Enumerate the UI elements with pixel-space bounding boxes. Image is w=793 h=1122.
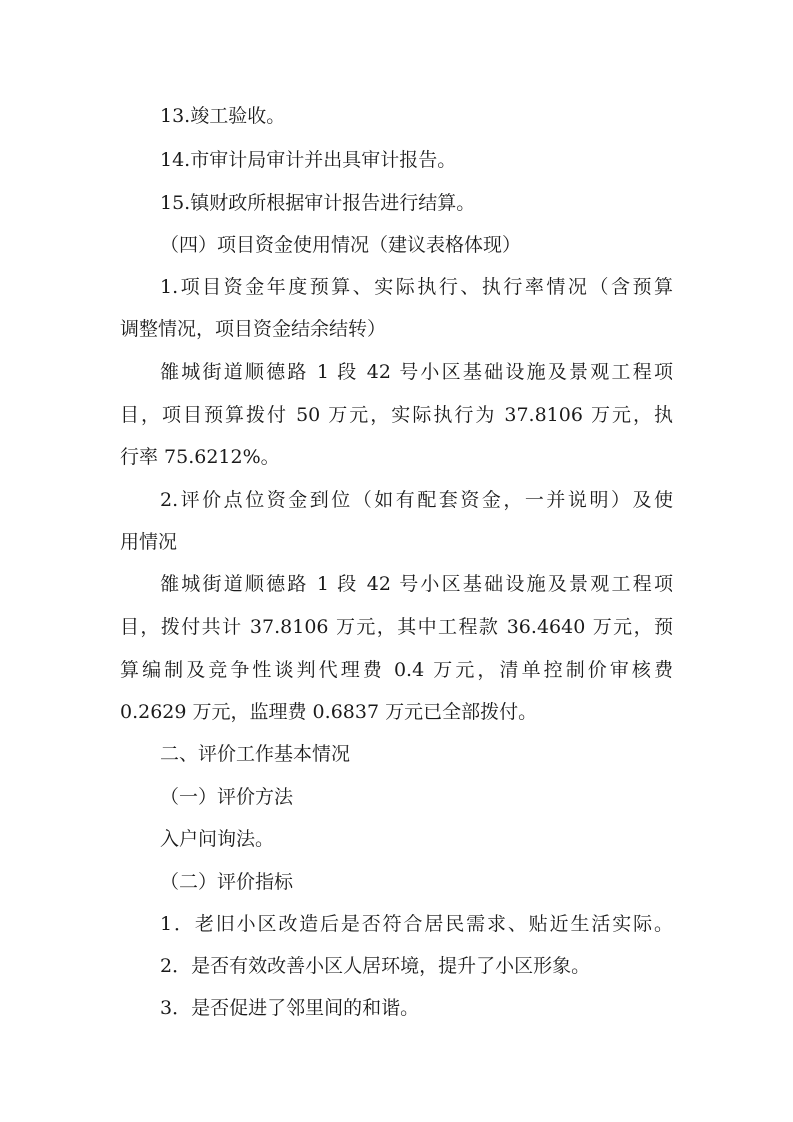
text-line: 用情况 xyxy=(120,531,178,553)
list-item: 3．是否促进了邻里间的和谐。 xyxy=(160,997,420,1019)
text-line: 入户问询法。 xyxy=(160,828,275,850)
subsection-heading: （一）评价方法 xyxy=(160,786,294,808)
text-line: 调整情况，项目资金结余结转） xyxy=(120,318,387,340)
section-heading: （四）项目资金使用情况（建议表格体现） xyxy=(160,234,522,256)
text-line: 15.镇财政所根据审计报告进行结算。 xyxy=(160,192,476,214)
text-line: 0.2629 万元，监理费 0.6837 万元已全部拨付。 xyxy=(120,701,538,723)
text-line: 1.项目资金年度预算、实际执行、执行率情况（含预算 xyxy=(160,276,673,298)
section-heading: 二、评价工作基本情况 xyxy=(160,743,351,765)
text-line: 算编制及竞争性谈判代理费 0.4 万元，清单控制价审核费 xyxy=(120,659,673,681)
text-line: 雒城街道顺德路 1 段 42 号小区基础设施及景观工程项 xyxy=(160,361,673,383)
text-line: 雒城街道顺德路 1 段 42 号小区基础设施及景观工程项 xyxy=(160,573,673,595)
text-line: 目，拨付共计 37.8106 万元，其中工程款 36.4640 万元，预 xyxy=(120,616,673,638)
text-line: 行率 75.6212%。 xyxy=(120,446,280,468)
text-line: 2.评价点位资金到位（如有配套资金，一并说明）及使 xyxy=(160,489,673,511)
list-item: 1．老旧小区改造后是否符合居民需求、贴近生活实际。 xyxy=(160,913,673,935)
text-line: 目，项目预算拨付 50 万元，实际执行为 37.8106 万元，执 xyxy=(120,404,673,426)
text-line: 13.竣工验收。 xyxy=(160,105,286,127)
text-line: 14.市审计局审计并出具审计报告。 xyxy=(160,149,457,171)
subsection-heading: （二）评价指标 xyxy=(160,871,294,893)
list-item: 2．是否有效改善小区人居环境，提升了小区形象。 xyxy=(160,955,591,977)
